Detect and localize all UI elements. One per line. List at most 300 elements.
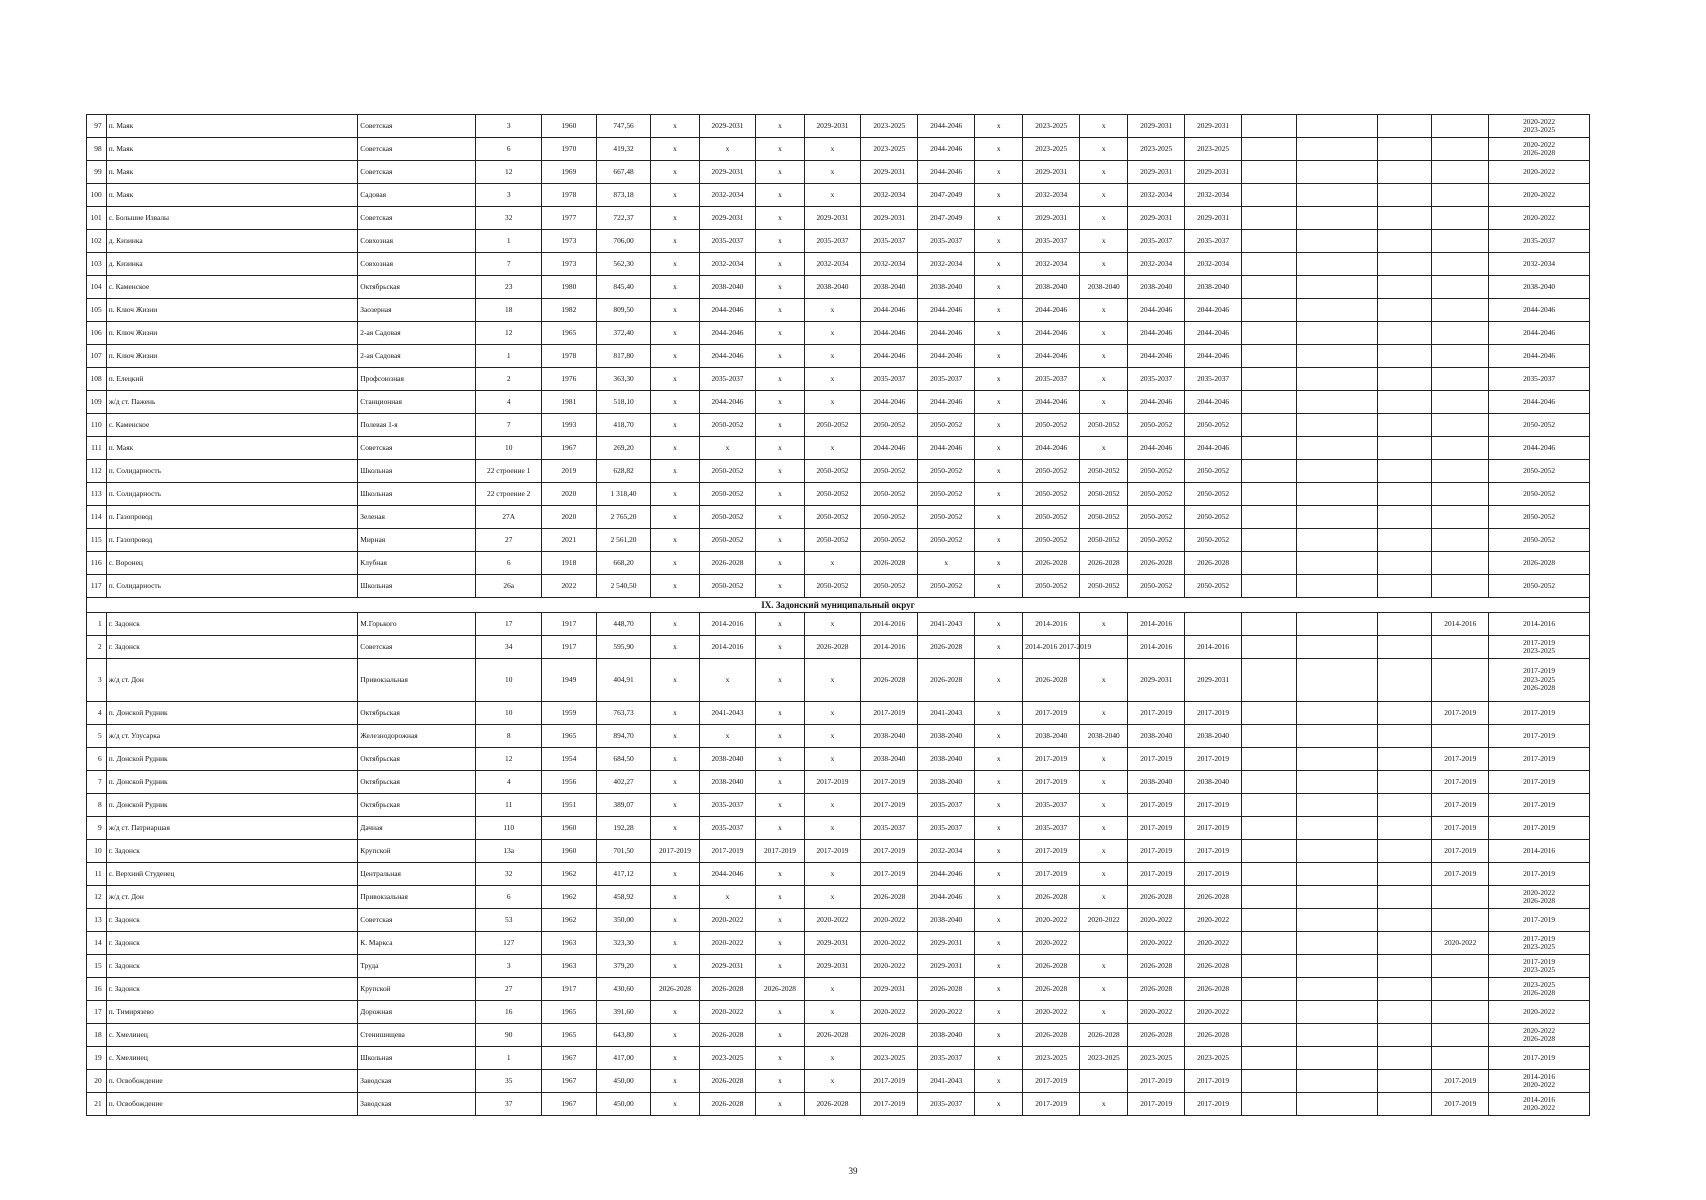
table-cell: 873,18 <box>596 184 651 207</box>
table-cell: 2026-2028 <box>651 978 699 1001</box>
table-cell: 4 <box>87 702 107 725</box>
table-cell: 2017-2019 <box>1432 840 1489 863</box>
table-cell: Октябрьская <box>358 771 476 794</box>
table-cell: x <box>1080 863 1128 886</box>
table-cell <box>1377 437 1432 460</box>
table-cell: x <box>975 322 1023 345</box>
table-cell: 2029-2031 <box>699 207 756 230</box>
table-cell: 2050-2052 <box>699 575 756 598</box>
table-cell: 2044-2046 <box>1489 322 1590 345</box>
table-cell: 2032-2034 <box>1128 253 1185 276</box>
table-cell <box>1432 659 1489 702</box>
table-cell <box>1377 575 1432 598</box>
table-cell: 111 <box>87 437 107 460</box>
table-cell <box>1432 886 1489 909</box>
table-cell: 2 <box>476 368 542 391</box>
table-cell <box>1242 506 1297 529</box>
table-cell: 2044-2046 <box>918 115 975 138</box>
table-cell: 27 <box>476 529 542 552</box>
table-row <box>87 817 1590 840</box>
table-cell: 2017-2019 <box>1185 702 1242 725</box>
table-cell: 2020-2022 <box>1185 1001 1242 1024</box>
table-cell: 2017-2019 <box>1185 794 1242 817</box>
section-header-row <box>87 598 1590 613</box>
table-row <box>87 886 1590 909</box>
table-cell <box>1242 1093 1297 1116</box>
table-cell: 2044-2046 <box>1185 322 1242 345</box>
table-cell: 2044-2046 <box>699 863 756 886</box>
table-row <box>87 636 1590 659</box>
table-cell: 2020-2022 <box>699 932 756 955</box>
table-cell: x <box>651 552 699 575</box>
table-cell: 2050-2052 <box>1128 414 1185 437</box>
table-cell: 2035-2037 <box>918 1093 975 1116</box>
table-cell: 2020-2022 <box>699 1001 756 1024</box>
table-cell: x <box>756 138 804 161</box>
table-row <box>87 483 1590 506</box>
table-cell: 2021 <box>542 529 597 552</box>
table-cell: г. Задонск <box>106 955 358 978</box>
table-cell: x <box>804 368 861 391</box>
table-cell: x <box>756 184 804 207</box>
table-cell <box>1296 184 1377 207</box>
table-row <box>87 955 1590 978</box>
table-cell: 2044-2046 <box>1128 437 1185 460</box>
table-cell: 402,27 <box>596 771 651 794</box>
table-cell: 2038-2040 <box>1185 276 1242 299</box>
table-cell: 2032-2034 <box>1023 253 1080 276</box>
table-cell: 2032-2034 <box>1185 184 1242 207</box>
table-cell: x <box>651 483 699 506</box>
table-cell: 2038-2040 <box>918 276 975 299</box>
table-cell: x <box>1080 613 1128 636</box>
table-cell <box>1432 391 1489 414</box>
table-cell: x <box>756 552 804 575</box>
table-cell: 2050-2052 <box>918 506 975 529</box>
table-cell: Советская <box>358 207 476 230</box>
table-cell: 8 <box>87 794 107 817</box>
table-cell <box>1377 659 1432 702</box>
table-cell: 2032-2034 <box>699 253 756 276</box>
table-cell: 2026-2028 <box>804 1093 861 1116</box>
table-row <box>87 322 1590 345</box>
table-cell: п. Тимирязево <box>106 1001 358 1024</box>
table-cell: x <box>756 345 804 368</box>
table-cell <box>1377 955 1432 978</box>
table-cell: Мирная <box>358 529 476 552</box>
table-cell <box>1432 552 1489 575</box>
table-cell: 101 <box>87 207 107 230</box>
table-cell: 2017-2019 2023-2025 <box>1489 636 1590 659</box>
table-cell: x <box>756 771 804 794</box>
table-cell: 2026-2028 <box>1023 978 1080 1001</box>
table-cell <box>1377 506 1432 529</box>
table-row <box>87 299 1590 322</box>
table-cell: 2026-2028 <box>861 1024 918 1047</box>
table-cell: ж/д ст. Улусарка <box>106 725 358 748</box>
table-cell: с. Хмелинец <box>106 1024 358 1047</box>
table-cell: x <box>756 161 804 184</box>
table-cell: 35 <box>476 1070 542 1093</box>
table-cell: x <box>1080 115 1128 138</box>
table-cell: 2026-2028 <box>1128 552 1185 575</box>
table-cell: 22 строение 2 <box>476 483 542 506</box>
table-cell: 1 <box>87 613 107 636</box>
table-cell <box>1296 299 1377 322</box>
table-cell: 2023-2025 <box>1185 138 1242 161</box>
table-cell <box>1377 276 1432 299</box>
table-cell <box>1432 978 1489 1001</box>
table-cell: М.Горького <box>358 613 476 636</box>
table-cell: x <box>1080 1001 1128 1024</box>
table-cell: 2020-2022 <box>1185 909 1242 932</box>
table-cell: 2050-2052 <box>918 529 975 552</box>
table-cell: 2020-2022 <box>1489 1001 1590 1024</box>
table-cell: 817,80 <box>596 345 651 368</box>
table-row <box>87 771 1590 794</box>
table-cell: x <box>975 345 1023 368</box>
table-cell: 2050-2052 <box>1128 575 1185 598</box>
rows-before-section <box>87 115 1590 598</box>
table-cell: 2035-2037 <box>1489 368 1590 391</box>
table-cell: 2041-2043 <box>699 702 756 725</box>
table-cell: 17 <box>476 613 542 636</box>
table-cell: x <box>651 253 699 276</box>
table-cell <box>1432 1047 1489 1070</box>
table-cell: 3 <box>476 955 542 978</box>
table-cell: Октябрьская <box>358 748 476 771</box>
table-cell: 23 <box>476 276 542 299</box>
table-cell: 2044-2046 <box>1489 299 1590 322</box>
table-cell: 2050-2052 <box>918 483 975 506</box>
table-cell: 15 <box>87 955 107 978</box>
table-cell: x <box>756 932 804 955</box>
table-cell: 2044-2046 <box>861 322 918 345</box>
table-cell: п. Елецкий <box>106 368 358 391</box>
table-cell: 1965 <box>542 322 597 345</box>
table-cell: 2023-2025 <box>1128 138 1185 161</box>
table-cell: 2020-2022 <box>1128 1001 1185 1024</box>
table-cell: Центральная <box>358 863 476 886</box>
table-cell: x <box>651 437 699 460</box>
table-cell: 99 <box>87 161 107 184</box>
table-cell: 116 <box>87 552 107 575</box>
table-cell: 2029-2031 <box>918 955 975 978</box>
table-cell: 10 <box>476 702 542 725</box>
table-cell: 2050-2052 <box>1128 529 1185 552</box>
table-cell: 2017-2019 <box>1128 1070 1185 1093</box>
table-cell: 2029-2031 <box>1185 659 1242 702</box>
table-cell: 323,30 <box>596 932 651 955</box>
table-cell: п. Солидарность <box>106 460 358 483</box>
table-cell: 2035-2037 <box>1128 368 1185 391</box>
table-cell: Советская <box>358 437 476 460</box>
table-cell: 372,40 <box>596 322 651 345</box>
table-cell: 2044-2046 <box>1023 437 1080 460</box>
table-row <box>87 184 1590 207</box>
table-cell: x <box>1080 886 1128 909</box>
table-cell: 2050-2052 <box>804 529 861 552</box>
table-cell: x <box>804 345 861 368</box>
table-cell: 2038-2040 <box>1185 771 1242 794</box>
table-row <box>87 230 1590 253</box>
table-cell: 2050-2052 <box>918 575 975 598</box>
table-cell: 2035-2037 <box>1023 230 1080 253</box>
table-cell <box>1377 299 1432 322</box>
table-cell: x <box>756 253 804 276</box>
table-cell: 2019 <box>542 460 597 483</box>
table-cell: x <box>651 184 699 207</box>
table-cell: 2017-2019 <box>1023 863 1080 886</box>
table-cell: 379,20 <box>596 955 651 978</box>
table-cell: 2014-2016 <box>861 636 918 659</box>
table-cell: 2017-2019 <box>861 840 918 863</box>
table-cell: 2026-2028 <box>699 978 756 1001</box>
table-cell: 103 <box>87 253 107 276</box>
table-cell: 2032-2034 <box>1185 253 1242 276</box>
table-cell: 722,37 <box>596 207 651 230</box>
table-cell: Октябрьская <box>358 794 476 817</box>
table-cell <box>1242 748 1297 771</box>
table-cell: 2017-2019 <box>1489 771 1590 794</box>
table-cell <box>1242 725 1297 748</box>
table-cell <box>1377 161 1432 184</box>
table-cell <box>1377 1070 1432 1093</box>
table-cell: x <box>651 613 699 636</box>
table-cell: 4 <box>476 391 542 414</box>
table-cell: 2038-2040 <box>918 725 975 748</box>
table-cell: x <box>975 659 1023 702</box>
table-cell: x <box>975 886 1023 909</box>
table-cell: x <box>975 725 1023 748</box>
table-cell <box>1242 613 1297 636</box>
table-cell: 2 <box>87 636 107 659</box>
table-cell: 37 <box>476 1093 542 1116</box>
table-cell: 2026-2028 <box>1128 978 1185 1001</box>
table-cell <box>1296 1001 1377 1024</box>
table-cell <box>1296 575 1377 598</box>
table-cell <box>1242 161 1297 184</box>
table-cell: 430,60 <box>596 978 651 1001</box>
table-cell: x <box>975 863 1023 886</box>
table-row <box>87 276 1590 299</box>
table-cell: x <box>975 506 1023 529</box>
table-cell: 2044-2046 <box>1128 391 1185 414</box>
table-cell: 2050-2052 <box>1080 529 1128 552</box>
table-cell: x <box>651 575 699 598</box>
table-cell <box>1242 391 1297 414</box>
table-cell: x <box>651 817 699 840</box>
table-cell <box>1377 230 1432 253</box>
table-cell: 2035-2037 <box>918 230 975 253</box>
table-cell: 2026-2028 <box>918 659 975 702</box>
table-row <box>87 863 1590 886</box>
table-cell: x <box>651 748 699 771</box>
table-cell: x <box>756 817 804 840</box>
table-cell: 106 <box>87 322 107 345</box>
table-cell <box>1432 230 1489 253</box>
table-cell <box>1296 1093 1377 1116</box>
table-cell: 2050-2052 <box>1128 506 1185 529</box>
table-cell: 1918 <box>542 552 597 575</box>
table-cell: x <box>651 322 699 345</box>
table-cell: г. Задонск <box>106 932 358 955</box>
table-cell <box>1377 1024 1432 1047</box>
table-cell: 5 <box>87 725 107 748</box>
table-cell: 2014-2016 <box>1489 840 1590 863</box>
table-cell: 12 <box>476 322 542 345</box>
table-cell: 2050-2052 <box>804 506 861 529</box>
table-cell: 701,50 <box>596 840 651 863</box>
table-cell <box>1432 115 1489 138</box>
table-cell: 668,20 <box>596 552 651 575</box>
table-cell: 1962 <box>542 909 597 932</box>
table-cell <box>1296 552 1377 575</box>
table-cell: 2044-2046 <box>1128 322 1185 345</box>
table-cell: 2050-2052 <box>1023 575 1080 598</box>
table-cell: 350,00 <box>596 909 651 932</box>
table-cell: 2020-2022 <box>918 1001 975 1024</box>
table-cell: 1956 <box>542 771 597 794</box>
table-cell: 10 <box>476 659 542 702</box>
table-cell: 6 <box>87 748 107 771</box>
table-cell: 2035-2037 <box>699 368 756 391</box>
table-cell: x <box>651 863 699 886</box>
table-cell: п. Донской Рудник <box>106 771 358 794</box>
table-cell: 2020-2022 2023-2025 <box>1489 115 1590 138</box>
table-cell: 2026-2028 <box>1023 955 1080 978</box>
table-row <box>87 932 1590 955</box>
table-cell: 2038-2040 <box>1080 276 1128 299</box>
table-cell: 20 <box>87 1070 107 1093</box>
table-cell <box>1296 391 1377 414</box>
table-cell: 2017-2019 <box>1185 1070 1242 1093</box>
table-cell <box>1242 886 1297 909</box>
table-cell: x <box>699 725 756 748</box>
table-cell <box>1242 636 1297 659</box>
table-cell: x <box>975 483 1023 506</box>
table-cell: Советская <box>358 115 476 138</box>
table-cell <box>1242 659 1297 702</box>
table-cell: x <box>975 636 1023 659</box>
table-cell <box>1432 636 1489 659</box>
table-cell: x <box>756 299 804 322</box>
table-cell: 2023-2025 <box>1023 138 1080 161</box>
table-cell: с. Верхний Студенец <box>106 863 358 886</box>
table-cell: 2044-2046 <box>918 299 975 322</box>
table-cell: 2023-2025 <box>1185 1047 1242 1070</box>
table-cell: 192,28 <box>596 817 651 840</box>
table-cell: 2035-2037 <box>699 794 756 817</box>
table-cell: 2017-2019 <box>1185 817 1242 840</box>
table-cell: 2044-2046 <box>1023 299 1080 322</box>
table-cell: с. Хмелинец <box>106 1047 358 1070</box>
table-cell <box>1242 575 1297 598</box>
table-cell: x <box>975 794 1023 817</box>
table-cell: 2017-2019 <box>1432 1093 1489 1116</box>
table-cell <box>1296 771 1377 794</box>
table-cell: 2017-2019 <box>1023 702 1080 725</box>
table-row <box>87 345 1590 368</box>
table-cell: 2014-2016 2020-2022 <box>1489 1093 1590 1116</box>
table-cell: Полевая 1-я <box>358 414 476 437</box>
table-cell: 2017-2019 <box>1023 771 1080 794</box>
table-cell: 2035-2037 <box>861 817 918 840</box>
table-cell <box>1242 368 1297 391</box>
table-cell: x <box>651 460 699 483</box>
table-cell: x <box>651 909 699 932</box>
table-cell: 2017-2019 2023-2025 2026-2028 <box>1489 659 1590 702</box>
table-cell: 27 <box>476 978 542 1001</box>
table-cell: 2038-2040 <box>918 909 975 932</box>
table-cell <box>1432 575 1489 598</box>
table-cell <box>1432 1024 1489 1047</box>
table-cell: 1 <box>476 1047 542 1070</box>
table-cell: 2032-2034 <box>861 184 918 207</box>
table-cell: 2023-2025 <box>861 115 918 138</box>
table-cell: 2038-2040 <box>699 748 756 771</box>
table-cell: 2050-2052 <box>1080 483 1128 506</box>
table-cell: 2017-2019 <box>1489 863 1590 886</box>
table-cell <box>1296 863 1377 886</box>
table-cell: 6 <box>476 138 542 161</box>
table-cell <box>1432 414 1489 437</box>
table-cell: 417,12 <box>596 863 651 886</box>
table-cell: 2044-2046 <box>861 345 918 368</box>
table-cell: 2023-2025 <box>1023 1047 1080 1070</box>
table-cell: с. Воронец <box>106 552 358 575</box>
table-cell: 2047-2049 <box>918 207 975 230</box>
table-cell: x <box>699 437 756 460</box>
table-cell: 2044-2046 <box>699 345 756 368</box>
table-cell: x <box>651 299 699 322</box>
table-cell: 595,90 <box>596 636 651 659</box>
table-row <box>87 748 1590 771</box>
table-cell: 110 <box>476 817 542 840</box>
table-cell: 2-ая Садовая <box>358 345 476 368</box>
rows-after-section <box>87 613 1590 1116</box>
table-cell: x <box>756 955 804 978</box>
table-cell: Профсоюзная <box>358 368 476 391</box>
table-cell: 2050-2052 <box>1185 414 1242 437</box>
table-cell: 2017-2019 2023-2025 <box>1489 955 1590 978</box>
table-cell: x <box>804 138 861 161</box>
table-cell: 2017-2019 <box>1432 794 1489 817</box>
table-cell: 2038-2040 <box>1128 725 1185 748</box>
table-cell: 2029-2031 <box>1128 659 1185 702</box>
table-cell: 2038-2040 <box>918 771 975 794</box>
table-cell: 2014-2016 <box>1185 636 1242 659</box>
table-cell: x <box>651 886 699 909</box>
table-cell: x <box>804 1047 861 1070</box>
table-cell <box>1296 725 1377 748</box>
table-cell <box>1432 253 1489 276</box>
table-cell: 2026-2028 <box>861 659 918 702</box>
table-cell: 643,80 <box>596 1024 651 1047</box>
table-cell: x <box>651 230 699 253</box>
table-cell: x <box>651 529 699 552</box>
table-cell: 2041-2043 <box>918 1070 975 1093</box>
table-cell: 2026-2028 <box>804 1024 861 1047</box>
table-row <box>87 659 1590 702</box>
table-row <box>87 161 1590 184</box>
table-cell: 2038-2040 <box>699 771 756 794</box>
table-cell: x <box>804 886 861 909</box>
table-cell: 2017-2019 <box>651 840 699 863</box>
table-cell <box>1242 794 1297 817</box>
table-cell: 112 <box>87 460 107 483</box>
table-cell: x <box>1080 299 1128 322</box>
